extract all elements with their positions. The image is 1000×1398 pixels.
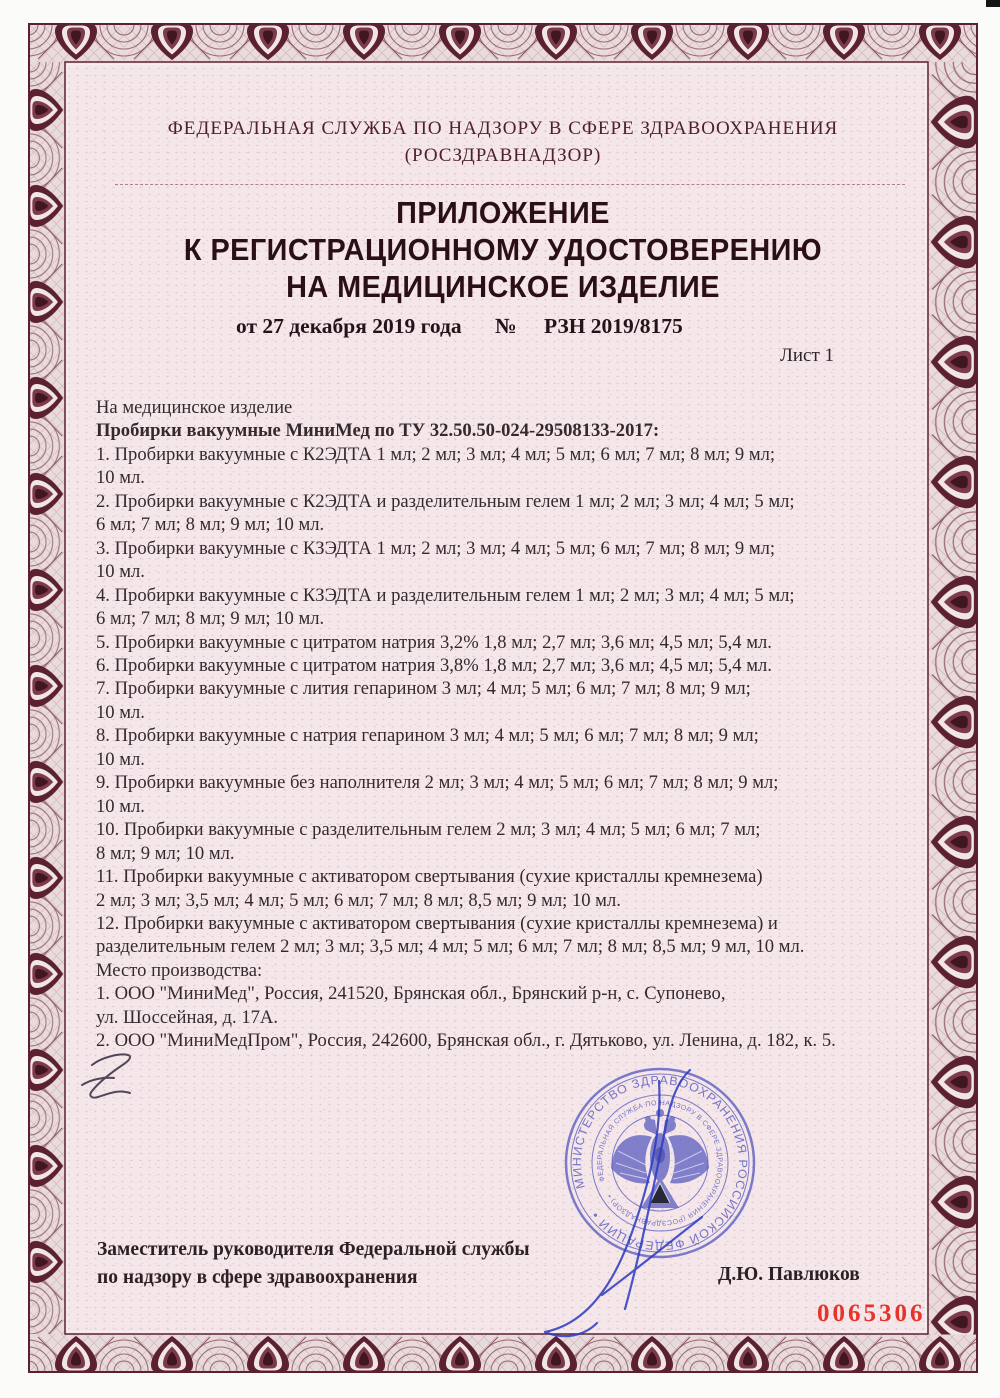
body-line: 1. ООО "МиниМед", Россия, 241520, Брянская обл., Брянский р-н, с. Супонево, [96,983,726,1005]
body-line: 7. Пробирки вакуумные с лития гепарином 3 мл; 4 мл; 5 мл; 6 мл; 7 мл; 8 мл; 9 мл; [96,678,751,700]
registration-number: РЗН 2019/8175 [543,314,683,338]
body-line: ул. Шоссейная, д. 17А. [96,1006,278,1028]
body-line: Место производства: [96,959,263,981]
issue-date-line [236,314,683,339]
signatory-position-line-1: Заместитель руководителя Федеральной службы [97,1239,530,1260]
body-line: 11. Пробирки вакуумные с активатором свертывания (сухие кристаллы кремнезема) [96,866,763,888]
doc-title-line-3: НА МЕДИЦИНСКОЕ ИЗДЕЛИЕ [286,269,720,304]
official-stamp [555,1058,765,1268]
certificate-page [28,23,978,1373]
body-line: 12. Пробирки вакуумные с активатором свертывания (сухие кристаллы кремнезема) и [96,912,778,934]
scan-artifact [986,0,1000,7]
body-line: 10 мл. [96,467,145,489]
doc-title-line-2: К РЕГИСТРАЦИОННОМУ УДОСТОВЕРЕНИЮ [183,232,823,267]
body-line: На медицинское изделие [96,397,293,418]
separator-line [115,184,905,185]
signatory-name: Д.Ю. Павлюков [718,1264,860,1285]
body-line: 1. Пробирки вакуумные с К2ЭДТА 1 мл; 2 мл; 3 мл; 4 мл; 5 мл; 6 мл; 7 мл; 8 мл; 9 мл; [96,443,776,465]
body-line: 10 мл. [96,701,145,723]
body-line: 2. Пробирки вакуумные с К2ЭДТА и разделительным гелем 1 мл; 2 мл; 3 мл; 4 мл; 5 мл; [96,490,795,512]
body-line: 10 мл. [96,748,145,770]
sheet-label: Лист 1 [780,345,835,366]
body-line: 6. Пробирки вакуумные с цитратом натрия 3,8% 1,8 мл; 2,7 мл; 3,6 мл; 4,5 мл; 5,4 мл. [96,654,772,676]
body-line: 8. Пробирки вакуумные с натрия гепарином 3 мл; 4 мл; 5 мл; 6 мл; 7 мл; 8 мл; 9 мл; [96,725,759,747]
body-line: 5. Пробирки вакуумные с цитратом натрия 3,2% 1,8 мл; 2,7 мл; 3,6 мл; 4,5 мл; 5,4 мл. [96,631,772,653]
body-line: 10 мл. [96,795,145,817]
body-line: 2 мл; 3 мл; 3,5 мл; 4 мл; 5 мл; 6 мл; 7 мл; 8 мл; 8,5 мл; 9 мл; 10 мл. [96,889,621,911]
stamp-inner-text: ФЕДЕРАЛЬНАЯ СЛУЖБА ПО НАДЗОРУ В СФЕРЕ ЗДРАВООХРАНЕНИЯ (РОСЗДРАВНАДЗОР) • [596,1099,724,1227]
agency-name: ФЕДЕРАЛЬНАЯ СЛУЖБА ПО НАДЗОРУ В СФЕРЕ ЗДРАВООХРАНЕНИЯ [167,118,839,139]
body-line: 6 мл; 7 мл; 8 мл; 9 мл; 10 мл. [96,514,325,536]
device-list [96,396,911,1053]
body-line: 4. Пробирки вакуумные с КЗЭДТА и разделительным гелем 1 мл; 2 мл; 3 мл; 4 мл; 5 мл; [96,584,795,606]
handwritten-mark [78,1043,178,1113]
number-sign: № [494,314,517,338]
body-line: разделительным гелем 2 мл; 3 мл; 3,5 мл; 4 мл; 5 мл; 6 мл; 7 мл; 8 мл; 8,5 мл; 9 мл, 10 мл. [96,936,805,958]
body-line: 2. ООО "МиниМедПром", Россия, 242600, Брянская обл., г. Дятьково, ул. Ленина, д. 182, к. 5. [96,1030,836,1052]
agency-abbr: (РОСЗДРАВНАДЗОР) [404,145,602,166]
doc-title-line-1: ПРИЛОЖЕНИЕ [396,195,610,230]
body-line: 9. Пробирки вакуумные без наполнителя 2 мл; 3 мл; 4 мл; 5 мл; 6 мл; 7 мл; 8 мл; 9 мл; [96,772,779,794]
body-line: 10. Пробирки вакуумные с разделительным гелем 2 мл; 3 мл; 4 мл; 5 мл; 6 мл; 7 мл; [96,819,761,841]
body-line: Пробирки вакуумные МиниМед по ТУ 32.50.50-024-29508133-2017: [96,420,660,442]
stamp-outer-text: МИНИСТЕРСТВО ЗДРАВООХРАНЕНИЯ РОССИЙСКОЙ ФЕДЕРАЦИИ • [569,1072,751,1254]
serial-number: 0065306 [817,1300,926,1327]
issue-date: 27 декабря 2019 года [262,314,462,338]
date-prefix: от [236,314,258,338]
body-line: 6 мл; 7 мл; 8 мл; 9 мл; 10 мл. [96,608,325,630]
body-line: 8 мл; 9 мл; 10 мл. [96,842,235,864]
signatory-position [97,1236,530,1292]
body-line: 10 мл. [96,561,145,583]
body-line: 3. Пробирки вакуумные с КЗЭДТА 1 мл; 2 мл; 3 мл; 4 мл; 5 мл; 6 мл; 7 мл; 8 мл; 9 мл; [96,537,776,559]
signatory-position-line-2: по надзору в сфере здравоохранения [97,1267,418,1288]
